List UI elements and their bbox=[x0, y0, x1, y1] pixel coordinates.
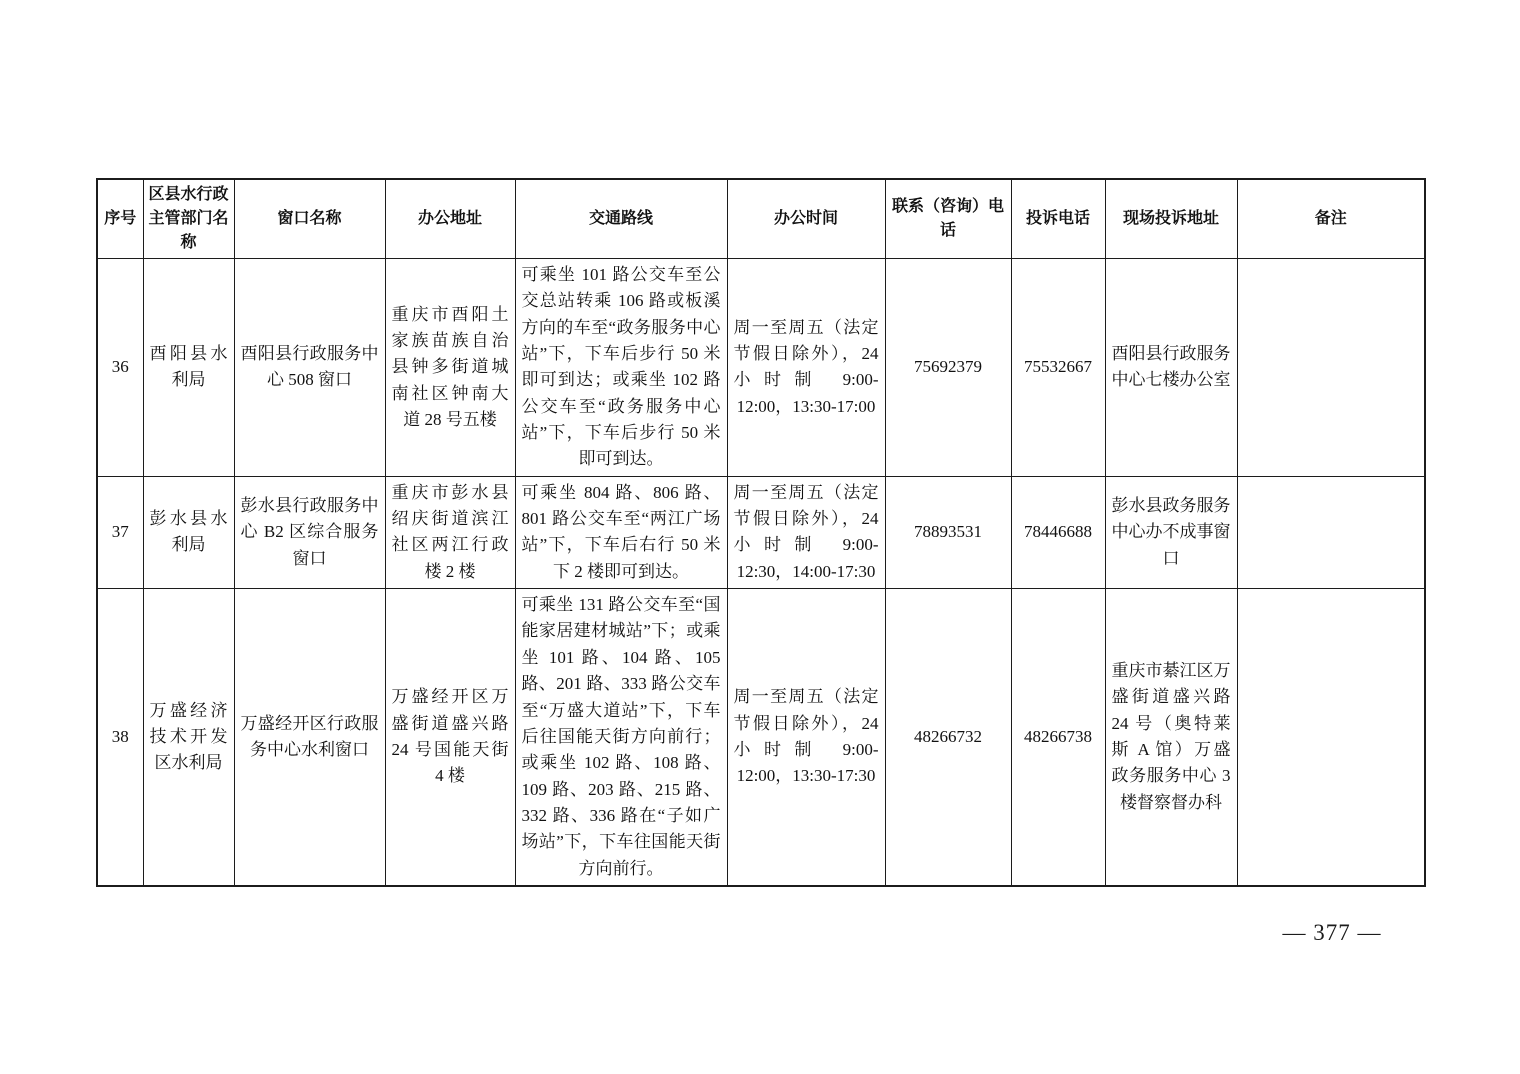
header-office-address: 办公地址 bbox=[385, 179, 515, 259]
header-contact-phone: 联系（咨询）电话 bbox=[885, 179, 1011, 259]
cell-office-address: 重庆市酉阳土家族苗族自治县钟多街道城南社区钟南大道 28 号五楼 bbox=[385, 259, 515, 477]
cell-remarks bbox=[1237, 589, 1425, 886]
page-number: — 377 — bbox=[1282, 920, 1382, 945]
cell-complaint-address: 重庆市綦江区万盛街道盛兴路 24 号（奥特莱斯 A 馆）万盛政务服务中心 3 楼督察督办科 bbox=[1105, 589, 1237, 886]
header-window-name: 窗口名称 bbox=[234, 179, 385, 259]
cell-complaint-address: 彭水县政务服务中心办不成事窗口 bbox=[1105, 476, 1237, 588]
cell-seq: 38 bbox=[97, 589, 143, 886]
cell-window-name: 彭水县行政服务中心 B2 区综合服务窗口 bbox=[234, 476, 385, 588]
cell-complaint-address: 酉阳县行政服务中心七楼办公室 bbox=[1105, 259, 1237, 477]
cell-window-name: 万盛经开区行政服务中心水利窗口 bbox=[234, 589, 385, 886]
cell-traffic-route: 可乘坐 131 路公交车至“国能家居建材城站”下；或乘坐 101 路、104 路、105 路、201 路、333 路公交车至“万盛大道站”下，下车后往国能天街方向前行；或乘坐 102 路、108 路、109 路、203 路、215 路、332 路、336 路在“子如广场站”下，下车往国能天街方向前行。 bbox=[515, 589, 727, 886]
header-seq: 序号 bbox=[97, 179, 143, 259]
cell-department: 酉阳县水利局 bbox=[143, 259, 234, 477]
cell-office-address: 重庆市彭水县绍庆街道滨江社区两江行政楼 2 楼 bbox=[385, 476, 515, 588]
cell-contact-phone: 75692379 bbox=[885, 259, 1011, 477]
cell-department: 彭水县水利局 bbox=[143, 476, 234, 588]
cell-seq: 36 bbox=[97, 259, 143, 477]
header-remarks: 备注 bbox=[1237, 179, 1425, 259]
header-office-hours: 办公时间 bbox=[727, 179, 885, 259]
cell-office-hours: 周一至周五（法定节假日除外），24 小时制 9:00-12:30，14:00-17:30 bbox=[727, 476, 885, 588]
cell-complaint-phone: 48266738 bbox=[1011, 589, 1105, 886]
cell-office-hours: 周一至周五（法定节假日除外），24 小时制 9:00-12:00，13:30-17:00 bbox=[727, 259, 885, 477]
cell-office-hours: 周一至周五（法定节假日除外），24 小时制 9:00-12:00，13:30-17:30 bbox=[727, 589, 885, 886]
cell-complaint-phone: 78446688 bbox=[1011, 476, 1105, 588]
cell-contact-phone: 78893531 bbox=[885, 476, 1011, 588]
header-row bbox=[97, 179, 1425, 259]
header-department: 区县水行政主管部门名称 bbox=[143, 179, 234, 259]
cell-department: 万盛经济技术开发区水利局 bbox=[143, 589, 234, 886]
cell-remarks bbox=[1237, 259, 1425, 477]
header-complaint-address: 现场投诉地址 bbox=[1105, 179, 1237, 259]
cell-seq: 37 bbox=[97, 476, 143, 588]
table-row bbox=[97, 476, 1425, 588]
cell-traffic-route: 可乘坐 101 路公交车至公交总站转乘 106 路或板溪方向的车至“政务服务中心站”下，下车后步行 50 米即可到达；或乘坐 102 路公交车至“政务服务中心站”下，下车后步行 50 米即可到达。 bbox=[515, 259, 727, 477]
cell-remarks bbox=[1237, 476, 1425, 588]
cell-contact-phone: 48266732 bbox=[885, 589, 1011, 886]
cell-complaint-phone: 75532667 bbox=[1011, 259, 1105, 477]
header-traffic-route: 交通路线 bbox=[515, 179, 727, 259]
cell-window-name: 酉阳县行政服务中心 508 窗口 bbox=[234, 259, 385, 477]
table-row bbox=[97, 259, 1425, 477]
cell-office-address: 万盛经开区万盛街道盛兴路 24 号国能天街 4 楼 bbox=[385, 589, 515, 886]
table-row bbox=[97, 589, 1425, 886]
header-complaint-phone: 投诉电话 bbox=[1011, 179, 1105, 259]
cell-traffic-route: 可乘坐 804 路、806 路、801 路公交车至“两江广场站”下，下车后右行 50 米下 2 楼即可到达。 bbox=[515, 476, 727, 588]
service-window-table bbox=[96, 178, 1426, 887]
